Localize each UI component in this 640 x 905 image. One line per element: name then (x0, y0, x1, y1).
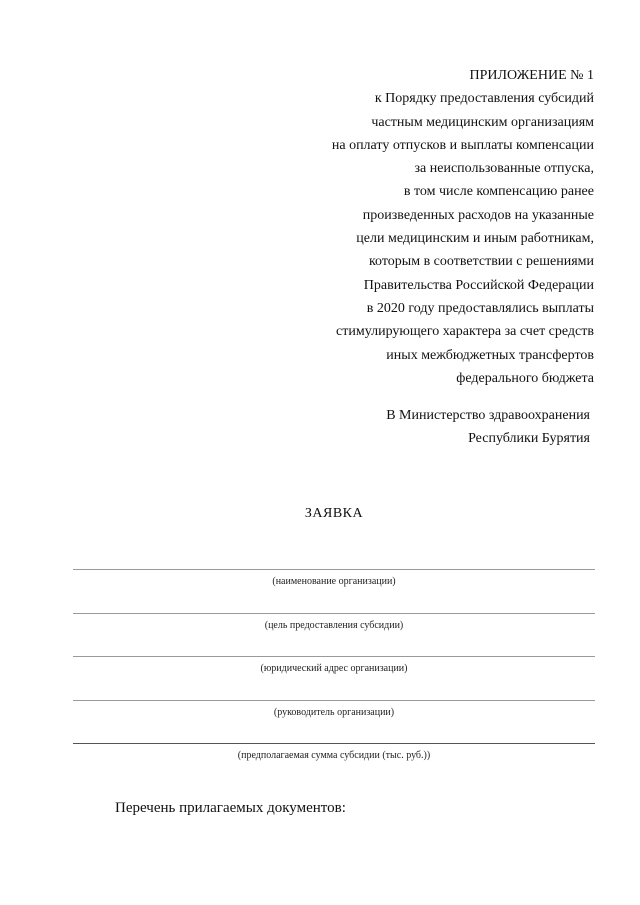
addressee-line-2: Республики Бурятия (468, 431, 590, 446)
appendix-line: частным медицинским организациям (371, 114, 594, 130)
legal-address-field[interactable] (73, 656, 595, 674)
field-caption: (цель предоставления субсидии) (264, 620, 404, 631)
subsidy-amount-field[interactable] (73, 743, 595, 761)
field-line (73, 700, 595, 701)
addressee (386, 404, 590, 450)
appendix-line: иных межбюджетных трансфертов (386, 347, 594, 363)
appendix-line: цели медицинским и иным работникам, (356, 231, 594, 247)
appendix-line: Правительства Российской Федерации (363, 277, 594, 293)
subsidy-purpose-field[interactable] (73, 613, 595, 631)
appendix-line: федерального бюджета (456, 370, 594, 386)
appendix-line: произведенных расходов на указанные (362, 207, 594, 223)
field-line (73, 743, 595, 744)
field-caption: (руководитель организации) (273, 707, 395, 718)
addressee-line-1: В Министерство здравоохранения (386, 408, 590, 423)
organization-name-field[interactable] (73, 569, 595, 587)
appendix-line: к Порядку предоставления субсидий (374, 91, 594, 107)
field-caption: (предполагаемая сумма субсидии (тыс. руб.)) (237, 750, 431, 761)
appendix-line: в том числе компенсацию ранее (403, 184, 594, 200)
appendix-line: в 2020 году предоставлялись выплаты (366, 300, 594, 316)
field-caption: (юридический адрес организации) (260, 663, 408, 674)
field-line (73, 613, 595, 614)
appendix-line: стимулирующего характера за счет средств (336, 324, 594, 340)
organization-head-field[interactable] (73, 700, 595, 718)
field-caption: (наименование организации) (272, 576, 396, 587)
field-line (73, 656, 595, 657)
appendix-line: за неиспользованные отпуска, (414, 161, 594, 177)
appendix-header (332, 64, 594, 390)
appendix-line: которым в соответствии с решениями (368, 254, 594, 270)
appendix-title: ПРИЛОЖЕНИЕ № 1 (469, 68, 594, 83)
appendix-line: на оплату отпусков и выплаты компенсации (331, 137, 594, 153)
document-title: ЗАЯВКА (304, 506, 364, 521)
field-line (73, 569, 595, 570)
documents-list-label: Перечень прилагаемых документов: (115, 800, 346, 816)
